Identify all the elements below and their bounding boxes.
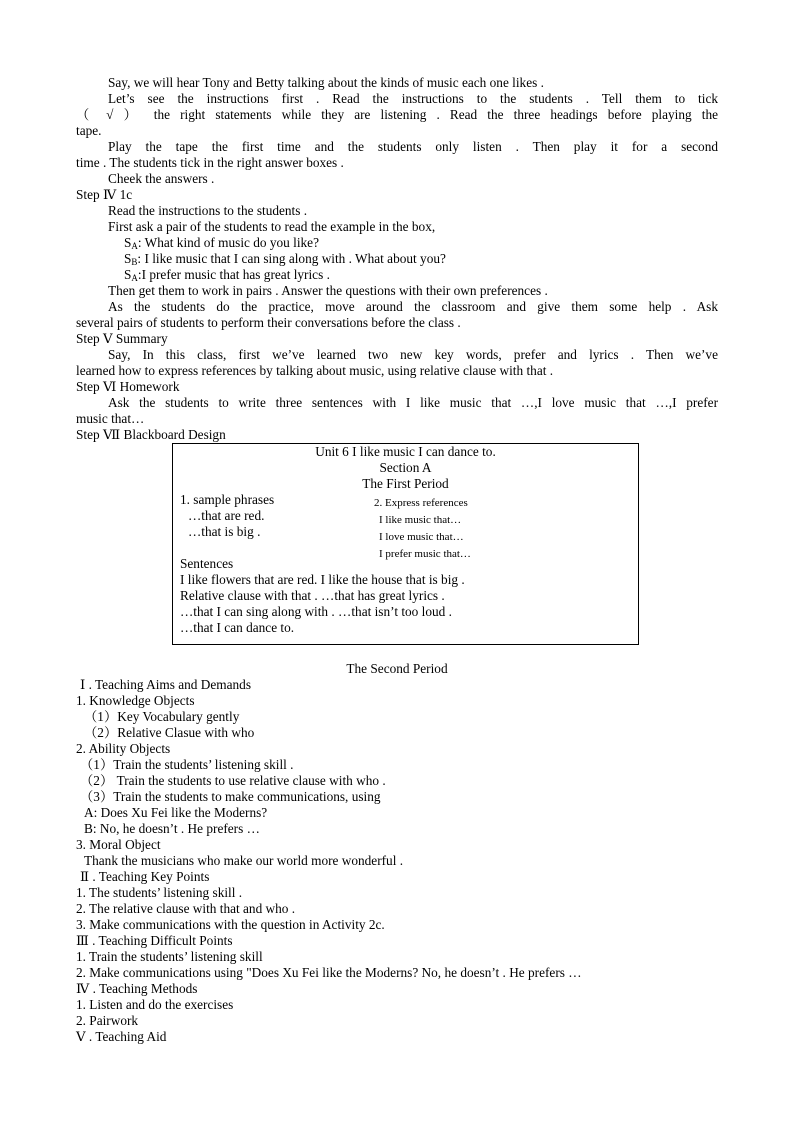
section-heading-difficult-points: Ⅲ . Teaching Difficult Points (76, 933, 233, 948)
blackboard-sentence: I like flowers that are red. I like the house that is big . (180, 572, 465, 587)
dialogue-text: : I like music that I can sing along with . What about you? (137, 251, 446, 266)
step-4-practice-line1: As the students do the practice, move around the classroom and give them some help . Ask (108, 299, 718, 314)
list-item-knowledge-objects: 1. Knowledge Objects (76, 693, 195, 708)
paragraph-check-answers: Cheek the answers . (108, 171, 215, 186)
list-item-difficult-point: 2. Make communications using "Does Xu Fei like the Moderns? No, he doesn’t . He prefers … (76, 965, 582, 980)
paragraph-intro: Say, we will hear Tony and Betty talking about the kinds of music each one likes . (108, 75, 544, 90)
paragraph-play-tape-line1: Play the tape the first time and the students only listen . Then play it for a second (108, 139, 718, 154)
blackboard-design-box (172, 443, 639, 645)
example-answer: B: No, he doesn’t . He prefers … (84, 821, 260, 836)
list-item-moral-object: 3. Moral Object (76, 837, 161, 852)
dialogue-text: : What kind of music do you like? (137, 235, 319, 250)
step-5-heading: Step Ⅴ Summary (76, 331, 168, 346)
blackboard-title-unit: Unit 6 I like music I can dance to. (315, 444, 496, 459)
dialogue-line-3 (124, 267, 718, 283)
moral-object-text: Thank the musicians who make our world more wonderful . (84, 853, 404, 868)
paragraph-instructions-line2: （ √ ） the right statements while they are listening . Read the three headings before playing the (76, 107, 718, 122)
dialogue-line-1 (124, 235, 718, 251)
list-item-key-vocabulary: （1）Key Vocabulary gently (84, 709, 240, 724)
step-4-heading: Step Ⅳ 1c (76, 187, 133, 202)
blackboard-sentence: …that I can dance to. (180, 620, 295, 635)
blackboard-reference-item: I like music that… (379, 514, 462, 526)
step-7-heading: Step Ⅶ Blackboard Design (76, 427, 226, 442)
section-heading-aims: Ⅰ . Teaching Aims and Demands (80, 677, 251, 692)
step-6-heading: Step Ⅵ Homework (76, 379, 180, 394)
list-item-key-point: 3. Make communications with the question in Activity 2c. (76, 917, 385, 932)
blackboard-reference-item: I prefer music that… (379, 548, 471, 560)
blackboard-phrase-item: …that is big . (188, 524, 261, 539)
blackboard-reference-item: I love music that… (379, 531, 464, 543)
dialogue-text: :I prefer music that has great lyrics . (137, 267, 330, 282)
blackboard-title-period: The First Period (362, 476, 449, 491)
step-4-practice-line2: several pairs of students to perform their conversations before the class . (76, 315, 461, 330)
step-4-ask-pair: First ask a pair of the students to read the example in the box, (108, 219, 436, 234)
step-4-read-instructions: Read the instructions to the students . (108, 203, 308, 218)
speaker-label: S (124, 235, 132, 250)
speaker-label: S (124, 267, 132, 282)
list-item-method: 2. Pairwork (76, 1013, 139, 1028)
speaker-subscript: A (131, 241, 138, 251)
blackboard-sentence: …that I can sing along with . …that isn’t too loud . (180, 604, 452, 619)
speaker-label: S (124, 251, 132, 266)
list-item-train-listening: （1）Train the students’ listening skill . (80, 757, 294, 772)
blackboard-sentences-heading: Sentences (180, 556, 234, 571)
list-item-train-relative: （2） Train the students to use relative clause with who . (80, 773, 386, 788)
example-question: A: Does Xu Fei like the Moderns? (84, 805, 268, 820)
speaker-subscript: A (131, 273, 138, 283)
blackboard-phrase-item: …that are red. (188, 508, 265, 523)
section-heading-teaching-aid: Ⅴ . Teaching Aid (76, 1029, 167, 1044)
step-6-homework-line1: Ask the students to write three sentences with I like music that …,I love music that …,I prefer (108, 395, 718, 410)
speaker-subscript: B (131, 257, 138, 267)
list-item-relative-clause: （2）Relative Clasue with who (84, 725, 255, 740)
list-item-key-point: 1. The students’ listening skill . (76, 885, 243, 900)
paragraph-play-tape-line2: time . The students tick in the right answer boxes . (76, 155, 344, 170)
list-item-difficult-point: 1. Train the students’ listening skill (76, 949, 263, 964)
paragraph-instructions-line1: Let’s see the instructions first . Read the instructions to the students . Tell them to tick (108, 91, 718, 106)
blackboard-title-section: Section A (379, 460, 432, 475)
paragraph-instructions-line3: tape. (76, 123, 102, 138)
list-item-ability-objects: 2. Ability Objects (76, 741, 171, 756)
step-5-summary-line1: Say, In this class, first we’ve learned two new key words, prefer and lyrics . Then we’ve (108, 347, 718, 362)
dialogue-line-2 (124, 251, 718, 267)
list-item-key-point: 2. The relative clause with that and who . (76, 901, 296, 916)
second-period-title: The Second Period (346, 661, 448, 676)
step-4-pair-work: Then get them to work in pairs . Answer the questions with their own preferences . (108, 283, 548, 298)
blackboard-references-heading: 2. Express references (374, 497, 468, 509)
blackboard-phrases-heading: 1. sample phrases (180, 492, 275, 507)
step-5-summary-line2: learned how to express references by talking about music, using relative clause with that . (76, 363, 554, 378)
blackboard-sentence: Relative clause with that . …that has great lyrics . (180, 588, 445, 603)
section-heading-methods: Ⅳ . Teaching Methods (76, 981, 198, 996)
section-heading-key-points: Ⅱ . Teaching Key Points (80, 869, 210, 884)
step-6-homework-line2: music that… (76, 411, 145, 426)
list-item-train-communications: （3）Train the students to make communications, using (80, 789, 381, 804)
list-item-method: 1. Listen and do the exercises (76, 997, 234, 1012)
